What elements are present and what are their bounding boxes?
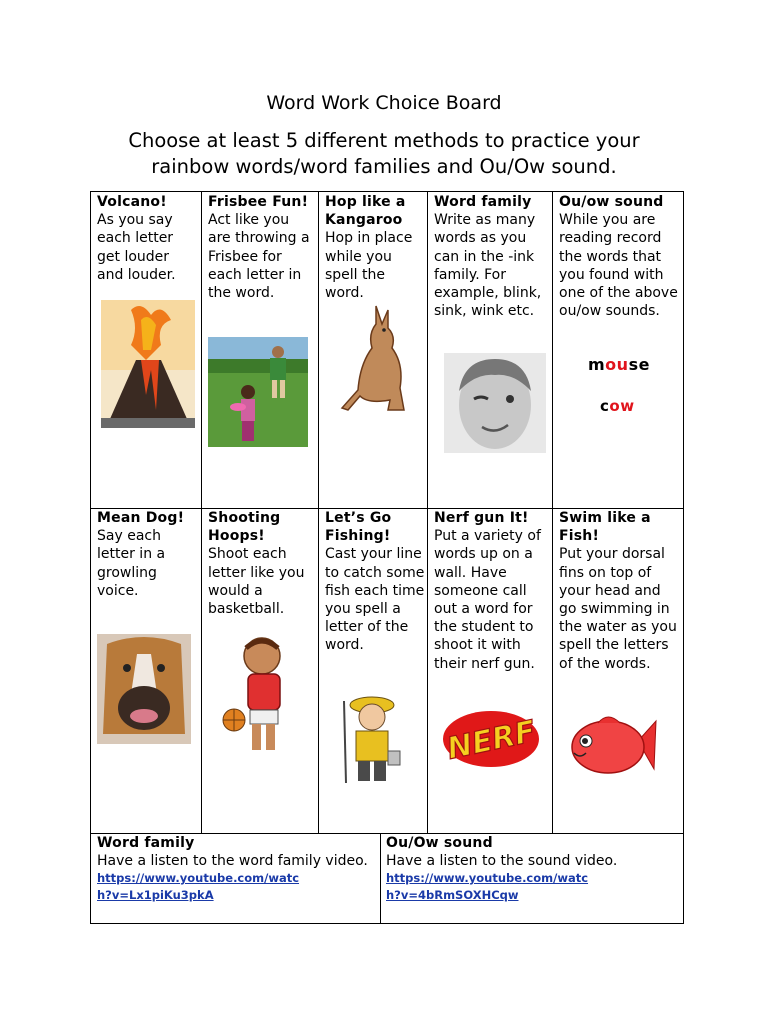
cell-word-family: [434, 193, 550, 320]
cell-text: Have a listen to the sound video.: [386, 853, 618, 870]
cell-heading: Ou/ow sound: [559, 194, 664, 210]
fisher-child-image: [324, 691, 408, 787]
choice-board-grid: [90, 191, 684, 924]
basketball-player-image: [218, 634, 294, 758]
cell-ou-ow-sound: [559, 193, 681, 320]
cell-frisbee: [208, 193, 316, 302]
cell-heading: Word family: [97, 835, 195, 851]
cell-text: Shoot each letter like you would a basketball.: [208, 546, 305, 618]
cell-text: Hop in place while you spell the word.: [325, 230, 413, 302]
cell-nerf-gun: [434, 509, 550, 673]
cell-video-word-family: [97, 834, 377, 905]
cell-kangaroo: [325, 193, 425, 302]
cell-heading: Hop like a Kangaroo: [325, 194, 406, 229]
kangaroo-image: [338, 304, 410, 416]
cell-text: Say each letter in a growling voice.: [97, 528, 166, 599]
cell-fishing: [325, 509, 425, 655]
cell-heading: Mean Dog!: [97, 510, 185, 526]
winking-boy-image: [444, 353, 546, 453]
cell-heading: Volcano!: [97, 194, 167, 210]
cell-heading: Frisbee Fun!: [208, 194, 309, 210]
cell-shooting-hoops: [208, 509, 316, 618]
cell-text: While you are reading record the words that you found with one of the above ou/ow sounds.: [559, 212, 678, 320]
nerf-logo-text: NERF: [444, 714, 539, 767]
cell-heading: Swim like a Fish!: [559, 510, 651, 545]
page-title: Word Work Choice Board: [266, 92, 502, 114]
cell-heading: Shooting Hoops!: [208, 510, 281, 545]
word-family-video-link[interactable]: https://www.youtube.com/watch?v=Lx1piKu3pkA: [97, 871, 300, 903]
cell-text: Act like you are throwing a Frisbee for each letter in the word.: [208, 212, 310, 302]
cell-text: Put your dorsal fins on top of your head and go swimming in the water as you spell the letters of the words.: [559, 546, 677, 672]
cell-video-ou-ow: [386, 834, 681, 905]
cell-text: As you say each letter get louder and louder.: [97, 212, 176, 283]
page-subtitle: Choose at least 5 different methods to practice your rainbow words/word families and Ou/Ow sound.: [128, 129, 640, 178]
cell-swim-fish: [559, 509, 681, 673]
cell-text: Write as many words as you can in the -ink family. For example, blink, sink, wink etc.: [434, 212, 542, 320]
cell-heading: Nerf gun It!: [434, 510, 529, 526]
cell-mean-dog: [97, 509, 197, 600]
red-fish-image: [568, 711, 658, 781]
cell-heading: Word family: [434, 194, 532, 210]
cell-text: Put a variety of words up on a wall. Have someone call out a word for the student to shoot it with their nerf gun.: [434, 528, 541, 672]
example-word-mouse: mouse: [588, 355, 650, 374]
cell-volcano: [97, 193, 197, 284]
frisbee-image: [208, 337, 308, 447]
ou-ow-video-link[interactable]: https://www.youtube.com/watch?v=4bRmSOXHCqw: [386, 871, 589, 903]
cell-heading: Let’s Go Fishing!: [325, 510, 392, 545]
cell-text: Cast your line to catch some fish each time you spell a letter of the word.: [325, 546, 425, 654]
example-word-cow: cow: [600, 397, 635, 415]
cell-text: Have a listen to the word family video.: [97, 853, 368, 870]
nerf-logo: [440, 704, 542, 774]
cell-heading: Ou/Ow sound: [386, 835, 493, 851]
dog-image: [97, 634, 191, 744]
volcano-image: [101, 300, 195, 428]
